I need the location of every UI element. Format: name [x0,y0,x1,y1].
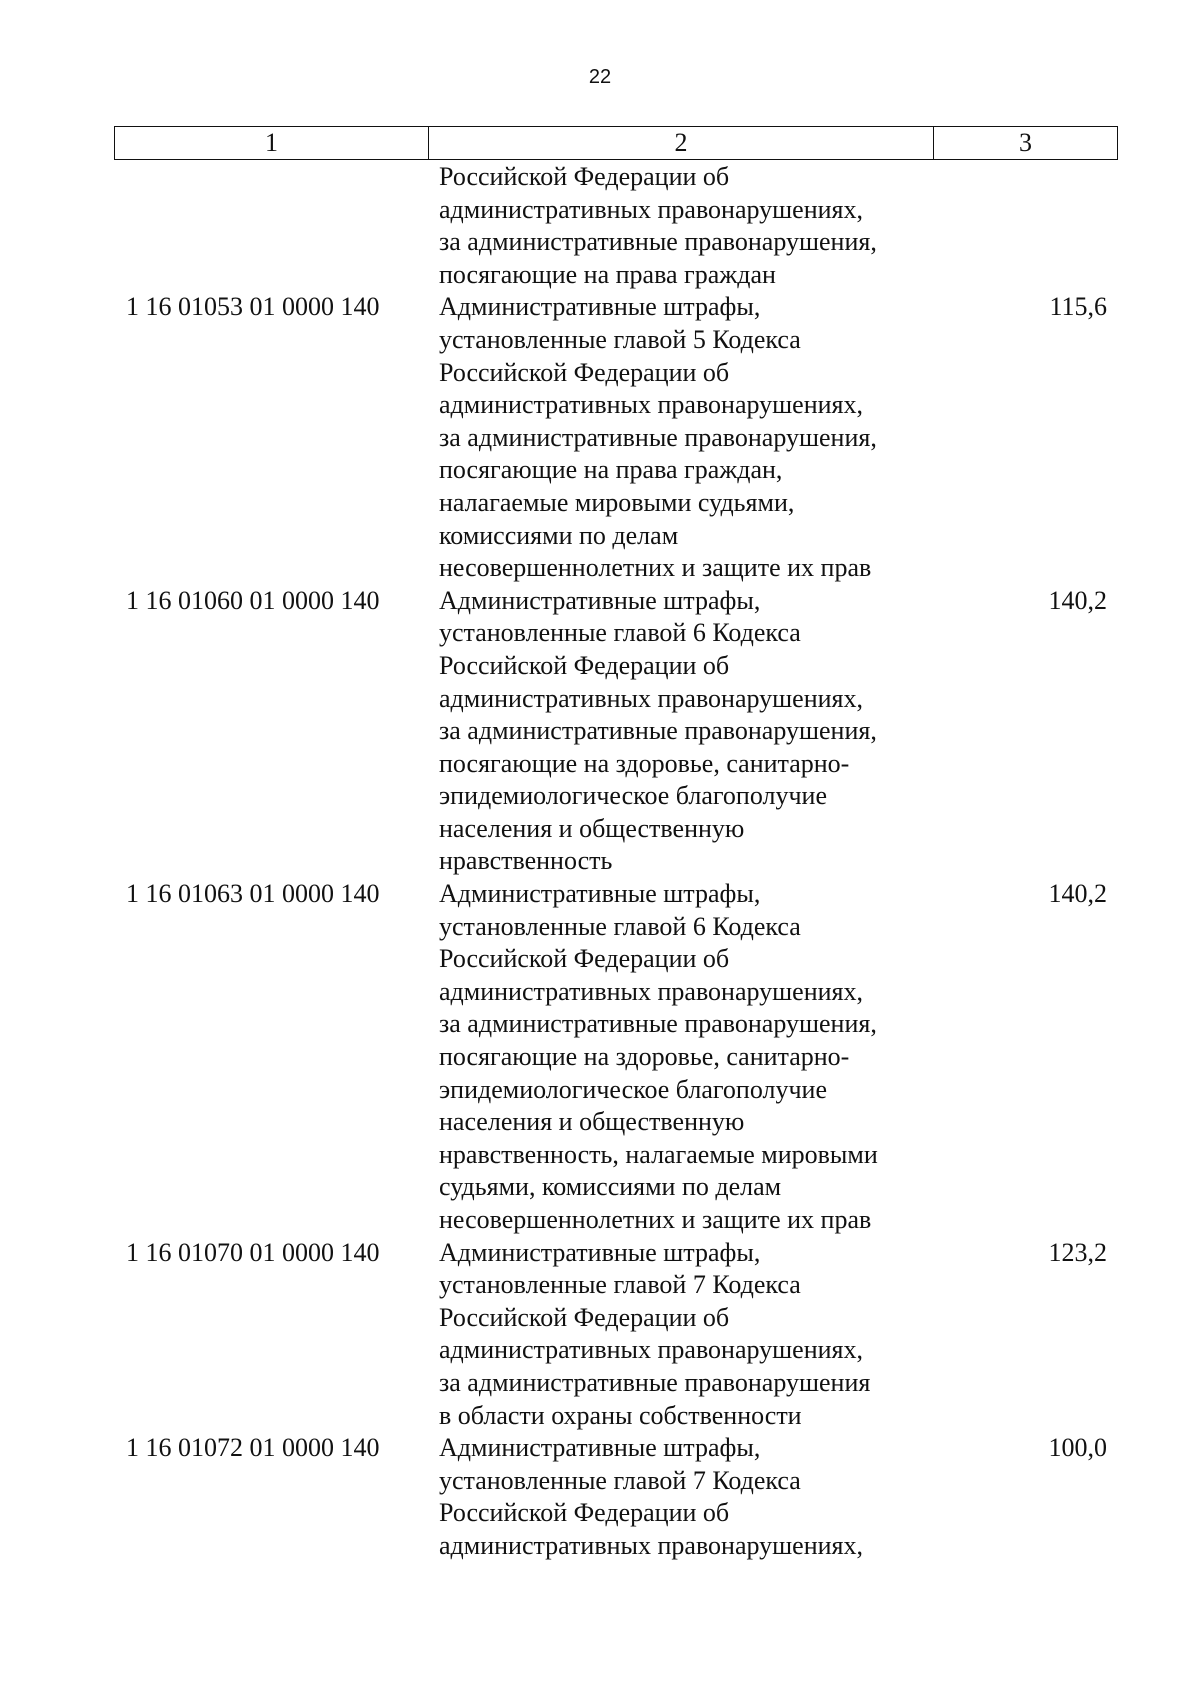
row-code: 1 16 01070 01 0000 140 [126,1237,380,1267]
row-code: 1 16 01063 01 0000 140 [126,879,380,909]
description-line: нравственность [439,846,613,876]
table-row [0,291,1200,584]
table-header [114,126,1118,160]
description-line: посягающие на здоровье, санитарно- [439,748,850,778]
row-description [439,161,939,291]
row-description [439,1432,939,1562]
description-line: Административные штрафы, [439,1237,761,1267]
row-description [439,878,939,1237]
description-line: эпидемиологическое благополучие [439,1074,827,1104]
description-line: за административные правонарушения [439,1367,871,1397]
description-line: административных правонарушениях, [439,1530,863,1560]
description-line: несовершеннолетних и защите их прав [439,1205,872,1234]
description-line: в области охраны собственности [439,1400,802,1430]
description-line: административных правонарушениях, [439,976,863,1006]
description-line: Административные штрафы, [439,879,761,909]
description-line: административных правонарушениях, [439,683,863,713]
header-col-1: 1 [115,127,429,159]
description-line: Административные штрафы, [439,1433,761,1463]
row-amount: 115,6 [1049,292,1107,322]
description-line: административных правонарушениях, [439,1335,863,1365]
row-description [439,291,939,584]
description-line: Российской Федерации об [439,1302,730,1332]
row-code: 1 16 01053 01 0000 140 [126,292,380,322]
description-line: Административные штрафы, [439,292,761,322]
description-line: административных правонарушениях, [439,390,863,420]
description-line: установленные главой 5 Кодекса [439,324,801,354]
description-line: посягающие на здоровье, санитарно- [439,1042,850,1072]
header-col-3: 3 [1019,128,1032,157]
row-amount: 100,0 [1048,1433,1107,1463]
table-body [0,161,1200,1563]
description-line: Российской Федерации об [439,1498,730,1528]
description-line: эпидемиологическое благополучие [439,781,827,811]
row-amount: 123,2 [1048,1237,1107,1267]
row-description [439,1237,939,1433]
description-line: судьями, комиссиями по делам [439,1172,782,1202]
description-line: несовершеннолетних и защите их прав [439,553,872,583]
description-line: Российской Федерации об [439,162,730,191]
description-line: комиссиями по делам [439,520,679,550]
row-code: 1 16 01072 01 0000 140 [126,1433,380,1463]
description-line: за административные правонарушения, [439,1009,877,1039]
table-row [0,1432,1200,1562]
description-line: административных правонарушениях, [439,194,863,224]
continuation-row [0,161,1200,291]
description-line: посягающие на права граждан [439,259,776,289]
description-line: посягающие на права граждан, [439,455,783,485]
row-amount: 140,2 [1048,585,1107,615]
description-line: за административные правонарушения, [439,716,877,746]
row-amount: 140,2 [1048,879,1107,909]
description-line: установленные главой 7 Кодекса [439,1465,801,1495]
description-line: установленные главой 6 Кодекса [439,911,801,941]
description-line: Российской Федерации об [439,650,730,680]
description-line: за административные правонарушения, [439,227,877,257]
header-col-2: 2 [429,127,934,159]
description-line: налагаемые мировыми судьями, [439,487,795,517]
description-line: населения и общественную [439,1107,745,1137]
description-line: установленные главой 6 Кодекса [439,618,801,648]
table-row [0,878,1200,1237]
row-code: 1 16 01060 01 0000 140 [126,585,380,615]
row-description [439,585,939,878]
table-row [0,585,1200,878]
page-number: 22 [588,66,612,88]
description-line: Российской Федерации об [439,357,730,387]
description-line: населения и общественную [439,813,745,843]
description-line: за административные правонарушения, [439,422,877,452]
description-line: установленные главой 7 Кодекса [439,1270,801,1300]
description-line: Административные штрафы, [439,585,761,615]
description-line: Российской Федерации об [439,944,730,974]
description-line: нравственность, налагаемые мировыми [439,1139,878,1169]
table-row [0,1237,1200,1433]
